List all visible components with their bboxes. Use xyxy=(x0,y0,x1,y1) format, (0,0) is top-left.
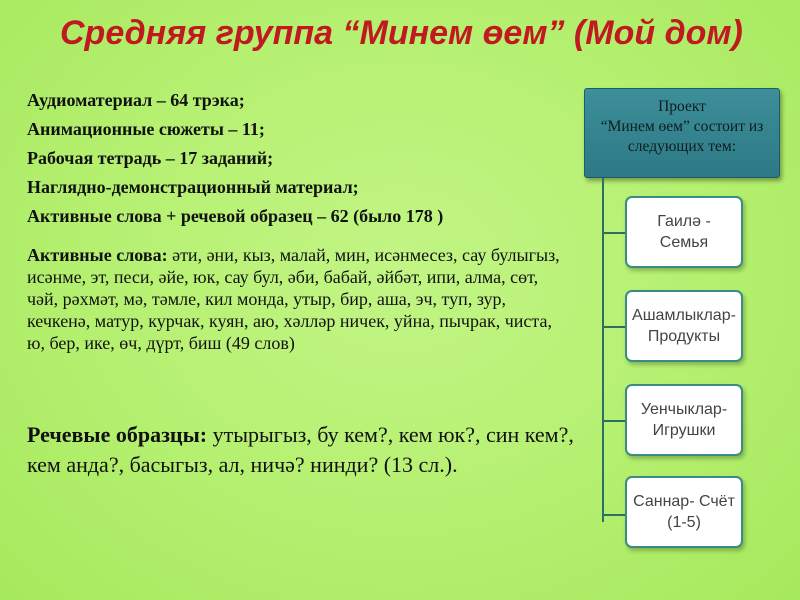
topic-box-toys: Уенчыклар- Игрушки xyxy=(625,384,743,456)
speech-samples-text: утырыгыз, бу кем?, кем юк?, син кем?, кем анда?, басыгыз, ал, ничә? нинди? (13 сл.). xyxy=(27,422,574,477)
materials-list xyxy=(27,86,443,231)
list-item: Активные слова + речевой образец – 62 (было 178 ) xyxy=(27,206,444,226)
page-title: Средняя группа “Минем өем” (Мой дом) xyxy=(60,14,743,52)
connector-line xyxy=(602,178,604,522)
speech-samples-paragraph xyxy=(27,420,587,480)
topic-box-family: Гаилә - Семья xyxy=(625,196,743,268)
topic-box-counting: Саннар- Счёт (1-5) xyxy=(625,476,743,548)
topic-box-food: Ашамлыклар- Продукты xyxy=(625,290,743,362)
list-item: Наглядно-демонстрационный материал; xyxy=(27,177,359,197)
list-item: Анимационные сюжеты – 11; xyxy=(27,119,265,139)
list-item: Рабочая тетрадь – 17 заданий; xyxy=(27,148,274,168)
active-words-text: әти, әни, кыз, малай, мин, исәнмесез, сау булыгыз, исәнме, эт, песи, әйе, юк, сау бул, әби, бабай, әйбәт, ипи, алма, сөт, чәй, рәхмәт, мә, тәмле, кил монда, утыр, бир, аша, эч, туп, зур, кечкенә, матур, курчак, куян, аю, хәлләр ничек, уйна, пычрак, чиста, ю, бер, ике, өч, дүрт, биш (49 слов) xyxy=(27,245,560,353)
project-text: “Минем өем” состоит из следующих тем: xyxy=(600,118,764,155)
project-box xyxy=(584,88,780,178)
connector-line xyxy=(602,232,626,234)
active-words-paragraph xyxy=(27,244,572,354)
list-item: Аудиоматериал – 64 трэка; xyxy=(27,90,245,110)
connector-line xyxy=(602,420,626,422)
speech-samples-label: Речевые образцы: xyxy=(27,422,208,447)
connector-line xyxy=(602,514,626,516)
connector-line xyxy=(602,326,626,328)
project-title: Проект xyxy=(658,98,706,115)
active-words-label: Активные слова: xyxy=(27,245,168,265)
